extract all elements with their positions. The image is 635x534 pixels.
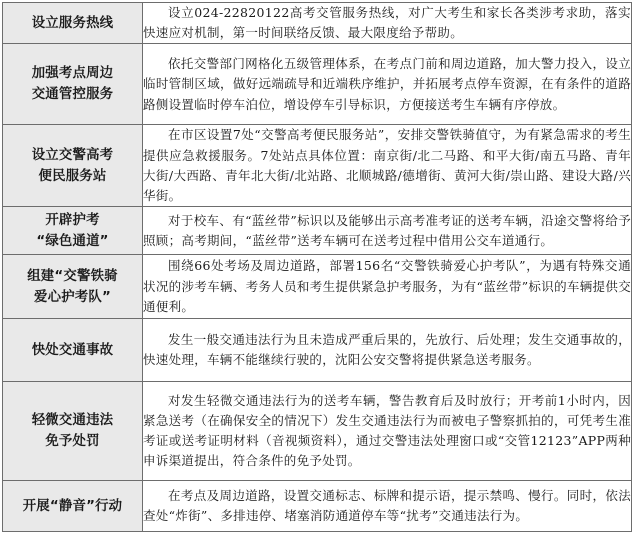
row-description: 依托交警部门网格化五级管理体系，在考点门前和周边道路，加大警力投入，设立临时管制区域，做好远端疏导和近端秩序维护，并拓展考点停车资源，在有条件的道路路侧设置临时停车泊位，增设停车引导标识，方便接送考生车辆有序停放。 <box>143 44 632 125</box>
row-label: 开辟护考 <box>45 212 100 228</box>
measures-table-container <box>2 2 631 530</box>
row-label-cell <box>3 44 143 125</box>
row-label-cell <box>3 207 143 255</box>
row-label: 便民服务站 <box>38 168 107 184</box>
table-row <box>3 3 632 44</box>
row-label-cell <box>3 3 143 44</box>
row-label: 快处交通事故 <box>31 342 114 358</box>
table-row <box>3 207 632 255</box>
row-label-cell <box>3 382 143 481</box>
table-row <box>3 125 632 207</box>
table-row <box>3 255 632 319</box>
row-label: “绿色通道” <box>36 233 109 249</box>
table-row <box>3 319 632 382</box>
row-label: 组建“交警铁骑 <box>27 268 118 284</box>
row-label: 交通管控服务 <box>31 87 114 103</box>
row-label: 加强考点周边 <box>31 66 114 82</box>
row-label: 设立服务热线 <box>31 15 114 31</box>
row-label: 开展“静音”行动 <box>22 498 123 514</box>
row-label: 爱心护考队” <box>34 289 111 305</box>
row-label: 免予处罚 <box>45 434 100 450</box>
row-description: 发生一般交通违法行为且未造成严重后果的，先放行、后处理；发生交通事故的，快速处理，车辆不能继续行驶的，沈阳公安交警将提供紧急送考服务。 <box>143 319 632 382</box>
row-description: 在市区设置7处“交警高考便民服务站”，安排交警铁骑值守，为有紧急需求的考生提供应急救援服务。7处站点具体位置：南京街/北二马路、和平大街/南五马路、青年大街/大西路、青年北大街/北站路、北顺城路/德增街、黄河大街/崇山路、建设大路/兴华街。 <box>143 125 632 207</box>
table-row <box>3 481 632 532</box>
row-description: 对发生轻微交通违法行为的送考车辆，警告教育后及时放行；开考前1小时内，因紧急送考（在确保安全的情况下）发生交通违法行为而被电子警察抓拍的，可凭考生准考证或送考证明材料（音视频资料），通过交警违法处理窗口或“交管12123”APP两种申诉渠道提出，符合条件的免予处罚。 <box>143 382 632 481</box>
row-label-cell <box>3 481 143 532</box>
row-description: 对于校车、有“蓝丝带”标识以及能够出示高考准考证的送考车辆，沿途交警将给予照顾；高考期间，“蓝丝带”送考车辆可在送考过程中借用公交车道通行。 <box>143 207 632 255</box>
row-description: 设立024-22820122高考交管服务热线，对广大考生和家长各类涉考求助，落实快速应对机制，第一时间联络反馈、最大限度给予帮助。 <box>143 3 632 44</box>
measures-table <box>2 2 632 532</box>
row-description: 围绕66处考场及周边道路，部署156名“交警铁骑爱心护考队”，为遇有特殊交通状况的涉考车辆、考务人员和考生提供紧急护考服务，为有“蓝丝带”标识的车辆提供交通便利。 <box>143 255 632 319</box>
row-label: 轻微交通违法 <box>31 413 114 429</box>
row-label: 设立交警高考 <box>31 147 114 163</box>
table-row <box>3 44 632 125</box>
row-label-cell <box>3 255 143 319</box>
row-description: 在考点及周边道路，设置交通标志、标牌和提示语，提示禁鸣、慢行。同时，依法查处“炸街”、多排违停、堵塞消防通道停车等“扰考”交通违法行为。 <box>143 481 632 532</box>
table-row <box>3 382 632 481</box>
row-label-cell <box>3 125 143 207</box>
row-label-cell <box>3 319 143 382</box>
